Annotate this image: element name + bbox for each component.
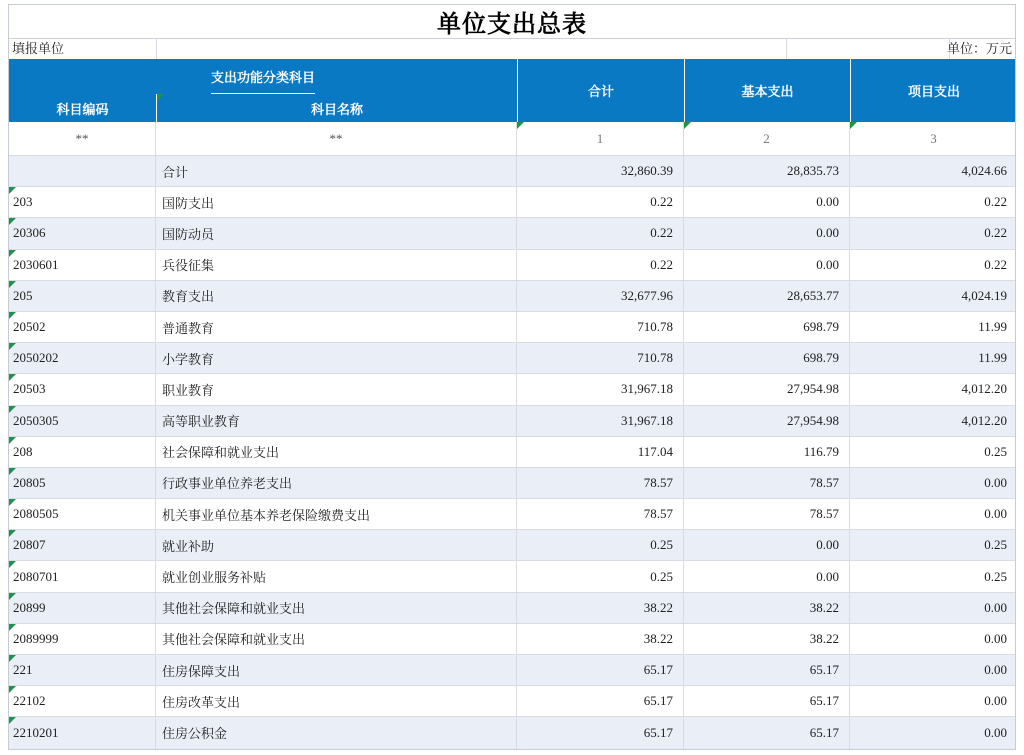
project-expense-cell: 0.00: [984, 693, 1007, 709]
subject-code: 203: [13, 194, 33, 210]
total-cell: 0.25: [517, 530, 684, 560]
table-row: [9, 406, 1015, 437]
green-triangle-icon: [9, 437, 16, 444]
subject-code-cell: [9, 468, 156, 498]
project-expense-cell: 0.00: [984, 599, 1007, 615]
total-cell: 31,967.18: [517, 374, 684, 404]
subject-code-cell: [9, 499, 156, 529]
marker-row: [9, 122, 1015, 156]
subject-code-cell: [9, 686, 156, 716]
subject-code: 20807: [13, 537, 46, 553]
project-expense-cell: 0.00: [984, 630, 1007, 646]
subject-code-cell: [9, 187, 156, 217]
total-cell: 78.57: [517, 499, 684, 529]
subject-code-cell: [9, 343, 156, 373]
table-row: [9, 437, 1015, 468]
table-body: [9, 156, 1015, 749]
header-subject-name: [156, 94, 517, 122]
table-row: [9, 593, 1015, 624]
basic-expense-cell: 698.79: [684, 312, 850, 342]
basic-expense-cell: 698.79: [684, 343, 850, 373]
green-triangle-icon: [9, 343, 16, 350]
subject-code-cell: [9, 406, 156, 436]
total-cell: 38.22: [517, 593, 684, 623]
total-cell: 65.17: [517, 717, 684, 748]
green-triangle-icon: [9, 624, 16, 631]
project-expense-cell: 4,024.66: [961, 163, 1007, 179]
basic-expense-cell: 116.79: [684, 437, 850, 467]
total-cell: 65.17: [517, 655, 684, 685]
subject-code-cell: [9, 281, 156, 311]
basic-expense-cell: 38.22: [684, 624, 850, 654]
grid-line: [786, 39, 787, 59]
header-total: 合计: [517, 59, 684, 122]
basic-expense-cell: 0.00: [684, 561, 850, 591]
subject-name-cell: 国防动员: [156, 218, 517, 248]
subject-code: 20503: [13, 381, 46, 397]
subject-code-cell: [9, 561, 156, 591]
basic-expense-cell: 28,835.73: [684, 156, 850, 186]
basic-expense-cell: 28,653.77: [684, 281, 850, 311]
subject-code: 2089999: [13, 630, 59, 646]
subject-name-cell: 小学教育: [156, 343, 517, 373]
total-cell: 0.22: [517, 250, 684, 280]
marker-code-cell: **: [9, 122, 156, 155]
green-triangle-icon: [9, 406, 16, 413]
table-row: [9, 250, 1015, 281]
marker-name-cell: **: [156, 122, 517, 155]
subject-code-cell: [9, 312, 156, 342]
table-row: [9, 624, 1015, 655]
total-cell: 31,967.18: [517, 406, 684, 436]
grid-line: [156, 39, 157, 59]
green-triangle-icon: [9, 686, 16, 693]
table-row: [9, 530, 1015, 561]
project-expense-cell: 11.99: [978, 350, 1007, 366]
green-triangle-icon: [9, 655, 16, 662]
subject-code-cell: [9, 156, 156, 186]
header-subject-code: 科目编码: [56, 101, 109, 117]
project-expense-cell: 0.00: [984, 506, 1007, 522]
green-triangle-icon: [9, 561, 16, 568]
total-cell: 117.04: [517, 437, 684, 467]
total-cell: 0.22: [517, 218, 684, 248]
basic-expense-cell: 38.22: [684, 593, 850, 623]
table-row: [9, 717, 1015, 748]
total-cell: 38.22: [517, 624, 684, 654]
table-row: [9, 468, 1015, 499]
subject-code: 2210201: [13, 724, 59, 740]
green-triangle-icon: [9, 312, 16, 319]
green-triangle-icon: [9, 218, 16, 225]
subject-code-cell: [9, 250, 156, 280]
basic-expense-cell: 0.00: [684, 218, 850, 248]
green-triangle-icon: [9, 187, 16, 194]
subject-name-cell: 就业补助: [156, 530, 517, 560]
subject-code: 2030601: [13, 256, 59, 272]
table-row: [9, 218, 1015, 249]
subject-code: 20502: [13, 319, 46, 335]
subject-code: 2080701: [13, 568, 59, 584]
basic-expense-cell: 27,954.98: [684, 374, 850, 404]
subject-name-cell: 高等职业教育: [156, 406, 517, 436]
table-row: [9, 281, 1015, 312]
subject-name-cell: 社会保障和就业支出: [156, 437, 517, 467]
header-subrow: [9, 94, 517, 122]
basic-expense-cell: 0.00: [684, 250, 850, 280]
marker-total-label: 1: [596, 130, 604, 146]
subject-code: 208: [13, 443, 33, 459]
table-row: [9, 499, 1015, 530]
total-cell: 65.17: [517, 686, 684, 716]
project-expense-cell: 0.25: [984, 537, 1007, 553]
table-row: [9, 686, 1015, 717]
table-row: [9, 156, 1015, 187]
basic-expense-cell: 65.17: [684, 655, 850, 685]
subject-name-cell: 机关事业单位基本养老保险缴费支出: [156, 499, 517, 529]
header-subject-name-label: 科目名称: [310, 101, 363, 117]
info-row: [9, 39, 1015, 59]
subject-code: 2050202: [13, 350, 59, 366]
marker-basic-cell: [684, 122, 850, 155]
basic-expense-cell: 65.17: [684, 686, 850, 716]
table-row: [9, 374, 1015, 405]
subject-name-cell: 兵役征集: [156, 250, 517, 280]
project-expense-cell: 0.00: [984, 662, 1007, 678]
header-group-label: 支出功能分类科目: [211, 59, 315, 94]
project-expense-cell: 4,012.20: [961, 381, 1007, 397]
subject-code-cell: [9, 437, 156, 467]
subject-code: 205: [13, 287, 33, 303]
project-expense-cell: 0.22: [984, 225, 1007, 241]
marker-project-label: 3: [930, 130, 937, 146]
green-triangle-icon: [9, 717, 16, 724]
reporting-unit-label: 填报单位: [12, 41, 65, 56]
table-row: [9, 343, 1015, 374]
table-row: [9, 312, 1015, 343]
project-expense-cell: 11.99: [978, 319, 1007, 335]
green-triangle-icon: [9, 530, 16, 537]
subject-name-cell: 行政事业单位养老支出: [156, 468, 517, 498]
subject-name-cell: 职业教育: [156, 374, 517, 404]
green-triangle-icon: [9, 593, 16, 600]
total-cell: 0.22: [517, 187, 684, 217]
green-triangle-icon: [9, 374, 16, 381]
subject-name-cell: 住房公积金: [156, 717, 517, 748]
subject-code-cell: [9, 374, 156, 404]
total-cell: 32,677.96: [517, 281, 684, 311]
subject-name-cell: 普通教育: [156, 312, 517, 342]
basic-expense-cell: 78.57: [684, 499, 850, 529]
basic-expense-cell: 27,954.98: [684, 406, 850, 436]
subject-code-cell: [9, 218, 156, 248]
green-triangle-icon: [850, 122, 857, 129]
subject-code-cell: [9, 655, 156, 685]
basic-expense-cell: 65.17: [684, 717, 850, 748]
subject-code: 2080505: [13, 506, 59, 522]
subject-name-cell: 教育支出: [156, 281, 517, 311]
total-cell: 78.57: [517, 468, 684, 498]
table-row: [9, 655, 1015, 686]
subject-name-cell: 其他社会保障和就业支出: [156, 593, 517, 623]
subject-name-cell: 合计: [156, 156, 517, 186]
total-cell: 0.25: [517, 561, 684, 591]
subject-name-cell: 就业创业服务补贴: [156, 561, 517, 591]
basic-expense-cell: 0.00: [684, 530, 850, 560]
green-triangle-icon: [9, 499, 16, 506]
subject-code-cell: [9, 717, 156, 748]
subject-code-cell: [9, 530, 156, 560]
green-triangle-icon: [157, 94, 164, 101]
subject-code: 20899: [13, 599, 46, 615]
basic-expense-cell: 0.00: [684, 187, 850, 217]
project-expense-cell: 0.25: [984, 568, 1007, 584]
subject-code: 20805: [13, 474, 46, 490]
table-row: [9, 561, 1015, 592]
project-expense-cell: 0.00: [984, 724, 1007, 740]
header-project-expense: 项目支出: [850, 59, 1017, 122]
basic-expense-cell: 78.57: [684, 468, 850, 498]
subject-code: 22102: [13, 693, 46, 709]
subject-code-cell: [9, 593, 156, 623]
header-group-function-classification: [9, 59, 517, 122]
subject-code: 2050305: [13, 412, 59, 428]
project-expense-cell: 0.25: [984, 443, 1007, 459]
subject-code: 221: [13, 662, 33, 678]
green-triangle-icon: [9, 468, 16, 475]
subject-code-cell: [9, 624, 156, 654]
marker-project-cell: [850, 122, 1017, 155]
green-triangle-icon: [9, 281, 16, 288]
marker-total-cell: [517, 122, 684, 155]
total-cell: 710.78: [517, 343, 684, 373]
green-triangle-icon: [9, 250, 16, 257]
project-expense-cell: 0.22: [984, 194, 1007, 210]
subject-name-cell: 国防支出: [156, 187, 517, 217]
table-row: [9, 187, 1015, 218]
marker-basic-label: 2: [763, 130, 770, 146]
project-expense-cell: 4,012.20: [961, 412, 1007, 428]
table-header: [9, 59, 1015, 122]
project-expense-cell: 0.00: [984, 474, 1007, 490]
total-cell: 710.78: [517, 312, 684, 342]
header-basic-expense: 基本支出: [684, 59, 850, 122]
unit-label: 单位：万元: [946, 41, 1012, 56]
project-expense-cell: 0.22: [984, 256, 1007, 272]
page-title: 单位支出总表: [9, 5, 1015, 39]
green-triangle-icon: [517, 122, 524, 129]
total-cell: 32,860.39: [517, 156, 684, 186]
expenditure-summary-sheet: [8, 4, 1016, 750]
subject-name-cell: 住房保障支出: [156, 655, 517, 685]
subject-code: 20306: [13, 225, 46, 241]
subject-name-cell: 其他社会保障和就业支出: [156, 624, 517, 654]
green-triangle-icon: [684, 122, 691, 129]
subject-name-cell: 住房改革支出: [156, 686, 517, 716]
project-expense-cell: 4,024.19: [961, 287, 1007, 303]
